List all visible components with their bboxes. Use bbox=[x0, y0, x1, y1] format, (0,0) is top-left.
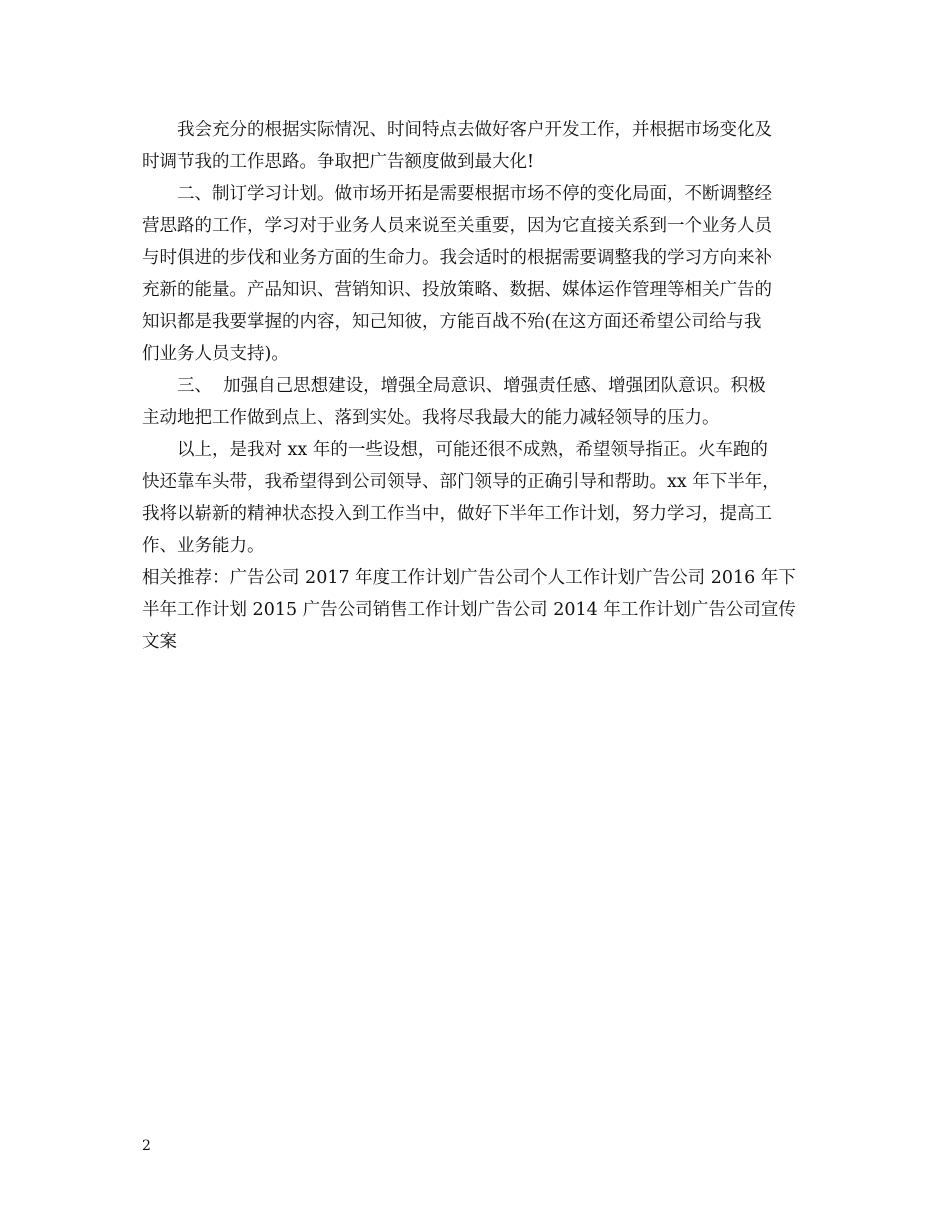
text-line: 时调节我的工作思路。争取把广告额度做到最大化! bbox=[142, 152, 535, 172]
text-line: 知识都是我要掌握的内容，知己知彼，方能百战不殆(在这方面还希望公司给与我 bbox=[142, 312, 762, 332]
text-line: 文案 bbox=[142, 632, 177, 652]
paragraph-customer-development bbox=[142, 114, 814, 178]
text-line: 半年工作计划 2015 广告公司销售工作计划广告公司 2014 年工作计划广告公司宣传 bbox=[142, 600, 796, 620]
paragraph-conclusion bbox=[142, 434, 814, 562]
text-line: 二、制订学习计划。做市场开拓是需要根据市场不停的变化局面，不断调整经 bbox=[177, 184, 772, 204]
text-line: 我将以崭新的精神状态投入到工作当中，做好下半年工作计划，努力学习，提高工 bbox=[142, 504, 772, 524]
text-line: 相关推荐：广告公司 2017 年度工作计划广告公司个人工作计划广告公司 2016 年下 bbox=[142, 568, 796, 588]
text-line: 快还靠车头带，我希望得到公司领导、部门领导的正确引导和帮助。xx 年下半年， bbox=[142, 472, 780, 492]
text-line: 三、 加强自己思想建设，增强全局意识、增强责任感、增强团队意识。积极 bbox=[177, 376, 766, 396]
document-body bbox=[142, 114, 814, 658]
paragraph-ideological-building bbox=[142, 370, 814, 434]
page-number: 2 bbox=[142, 1138, 151, 1154]
text-line: 们业务人员支持)。 bbox=[142, 344, 289, 364]
text-line: 以上，是我对 xx 年的一些设想，可能还很不成熟，希望领导指正。火车跑的 bbox=[177, 440, 768, 460]
text-line: 我会充分的根据实际情况、时间特点去做好客户开发工作，并根据市场变化及 bbox=[177, 120, 772, 140]
text-line: 主动地把工作做到点上、落到实处。我将尽我最大的能力减轻领导的压力。 bbox=[142, 408, 720, 428]
text-line: 与时俱进的步伐和业务方面的生命力。我会适时的根据需要调整我的学习方向来补 bbox=[142, 248, 772, 268]
paragraph-study-plan bbox=[142, 178, 814, 370]
related-recommendations bbox=[142, 562, 814, 658]
text-line: 充新的能量。产品知识、营销知识、投放策略、数据、媒体运作管理等相关广告的 bbox=[142, 280, 772, 300]
text-line: 作、业务能力。 bbox=[142, 536, 265, 556]
text-line: 营思路的工作，学习对于业务人员来说至关重要，因为它直接关系到一个业务人员 bbox=[142, 216, 772, 236]
